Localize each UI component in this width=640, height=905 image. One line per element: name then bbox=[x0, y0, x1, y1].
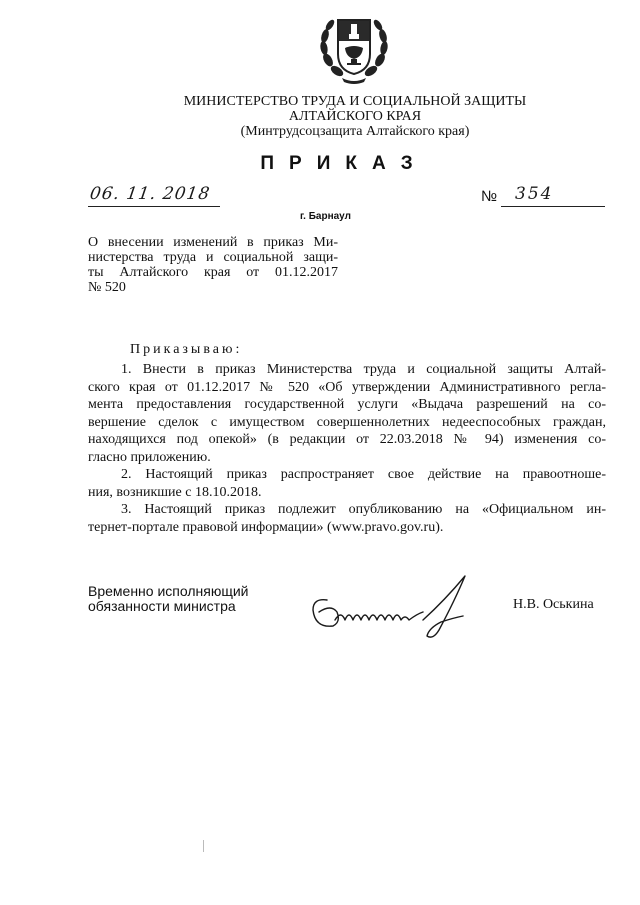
body-line: 1. Внести в приказ Министерства труда и социальной защиты Алтай- bbox=[121, 362, 606, 377]
handwritten-date: 06. 11. 2018 bbox=[88, 184, 212, 204]
signer-position-line1: Временно исполняющий bbox=[88, 583, 249, 599]
ministry-name-line1: МИНИСТЕРСТВО ТРУДА И СОЦИАЛЬНОЙ ЗАЩИТЫ bbox=[183, 94, 527, 109]
body-line: находящихся под опекой» (в редакции от 22.03.2018 № 94) изменения со- bbox=[88, 432, 606, 447]
body-line: вершение сделок с имуществом совершеннолетних недееспособных граждан, bbox=[88, 414, 606, 430]
signer-position bbox=[88, 584, 248, 614]
order-body bbox=[88, 361, 606, 536]
coat-of-arms-emblem bbox=[318, 10, 390, 84]
body-line: 3. Настоящий приказ подлежит опубликованию на «Официальном ин- bbox=[121, 502, 606, 517]
scan-mark bbox=[203, 840, 204, 852]
body-line: ского края от 01.12.2017 № 520 «Об утверждении Административного регла- bbox=[88, 379, 606, 395]
signer-position-line2: обязанности министра bbox=[88, 598, 236, 614]
ministry-short-name: (Минтрудсоцзащита Алтайского края) bbox=[240, 124, 470, 139]
body-line: гласно приложению. bbox=[88, 449, 211, 465]
ministry-header bbox=[140, 94, 570, 139]
order-subject bbox=[88, 235, 338, 295]
date-underline bbox=[88, 206, 220, 207]
number-underline bbox=[501, 206, 605, 207]
signer-name: Н.В. Оськина bbox=[513, 597, 594, 612]
order-word: Приказываю: bbox=[130, 342, 243, 357]
subject-line: № 520 bbox=[88, 280, 126, 295]
handwritten-signature bbox=[305, 570, 480, 650]
body-line: ния, возникшие с 18.10.2018. bbox=[88, 484, 262, 500]
body-line: тернет-портале правовой информации» (www.pravo.gov.ru). bbox=[88, 519, 444, 535]
body-line: мента предоставления государственной услуги «Выдача разрешений на со- bbox=[88, 397, 606, 412]
handwritten-number: 354 bbox=[515, 184, 554, 204]
document-type-title: ПРИКАЗ bbox=[260, 153, 428, 174]
subject-line: нистерства труда и социальной защи- bbox=[88, 250, 338, 265]
city-label: г. Барнаул bbox=[300, 211, 351, 222]
subject-line: О внесении изменений в приказ Ми- bbox=[88, 235, 338, 250]
subject-line: ты Алтайского края от 01.12.2017 bbox=[88, 265, 338, 280]
body-line: 2. Настоящий приказ распространяет свое действие на правоотноше- bbox=[121, 467, 606, 482]
number-label: № bbox=[481, 188, 498, 205]
ministry-name-line2: АЛТАЙСКОГО КРАЯ bbox=[288, 109, 422, 124]
